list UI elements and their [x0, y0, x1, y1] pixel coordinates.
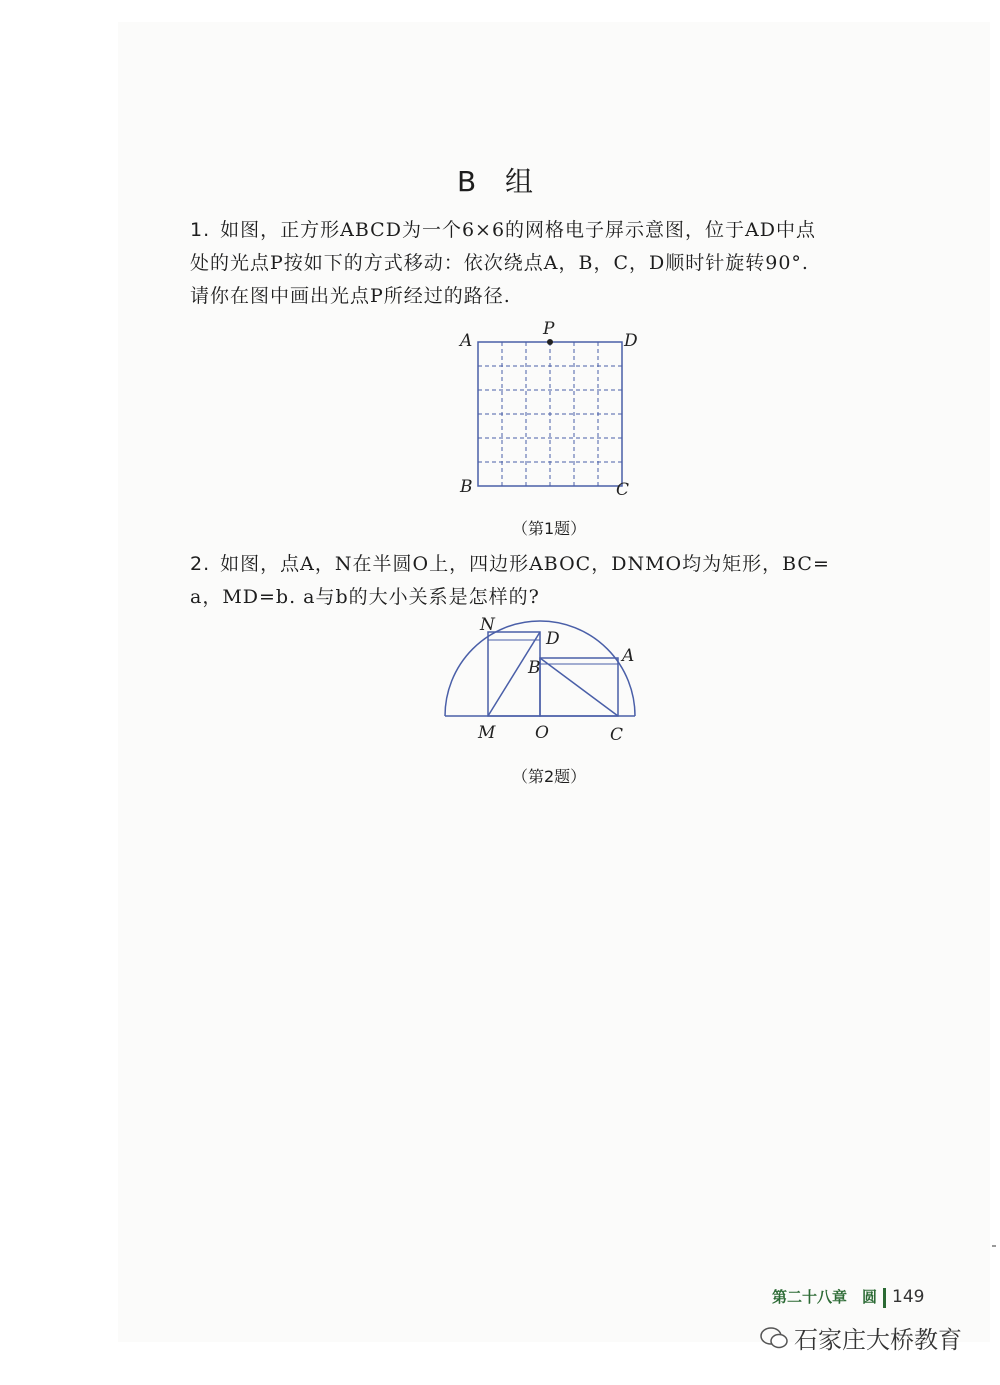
- label-b2: B: [528, 658, 541, 678]
- semicircle-diagram: [440, 616, 660, 746]
- problem-2-text: [190, 548, 925, 614]
- problem-2-line-2: a，MD=b. a与b的大小关系是怎样的?: [190, 586, 540, 608]
- label-a2: A: [622, 646, 635, 666]
- label-o: O: [535, 723, 549, 743]
- label-d2: D: [546, 629, 560, 649]
- page-number: 149: [892, 1287, 925, 1307]
- problem-1-line-2: 处的光点P按如下的方式移动：依次绕点A，B，C，D顺时针旋转90°.: [190, 252, 809, 274]
- page-edge-mark: [992, 1245, 996, 1247]
- footer-divider: [883, 1288, 886, 1308]
- grid-lines: [478, 342, 622, 486]
- chapter-label: 第二十八章 圆: [772, 1288, 878, 1306]
- label-b: B: [460, 477, 473, 497]
- grid-diagram: [450, 318, 650, 500]
- problem-2-number: 2.: [190, 553, 211, 575]
- problem-1-line-1: 如图，正方形ABCD为一个6×6的网格电子屏示意图，位于AD中点: [220, 219, 817, 241]
- problem-1-line-3: 请你在图中画出光点P所经过的路径.: [190, 285, 511, 307]
- label-d: D: [624, 331, 638, 351]
- label-m: M: [478, 723, 496, 743]
- label-n: N: [480, 616, 495, 635]
- wechat-icon: [760, 1326, 788, 1350]
- problem-1-caption: （第1题）: [512, 519, 587, 538]
- watermark-text: 石家庄大桥教育: [794, 1326, 962, 1354]
- problem-2-caption: （第2题）: [512, 767, 587, 786]
- label-a: A: [460, 331, 473, 351]
- label-c: C: [616, 480, 630, 500]
- point-p-dot: [547, 339, 553, 345]
- label-p: P: [543, 319, 555, 339]
- page-footer: [772, 1286, 924, 1308]
- problem-2-line-1: 如图，点A，N在半圆O上，四边形ABOC，DNMO均为矩形，BC=: [220, 553, 830, 575]
- problem-1-number: 1.: [190, 219, 211, 241]
- section-title: B 组: [456, 165, 544, 198]
- segment-bc: [540, 658, 618, 716]
- problem-1-text: [190, 214, 925, 313]
- label-c2: C: [610, 725, 624, 745]
